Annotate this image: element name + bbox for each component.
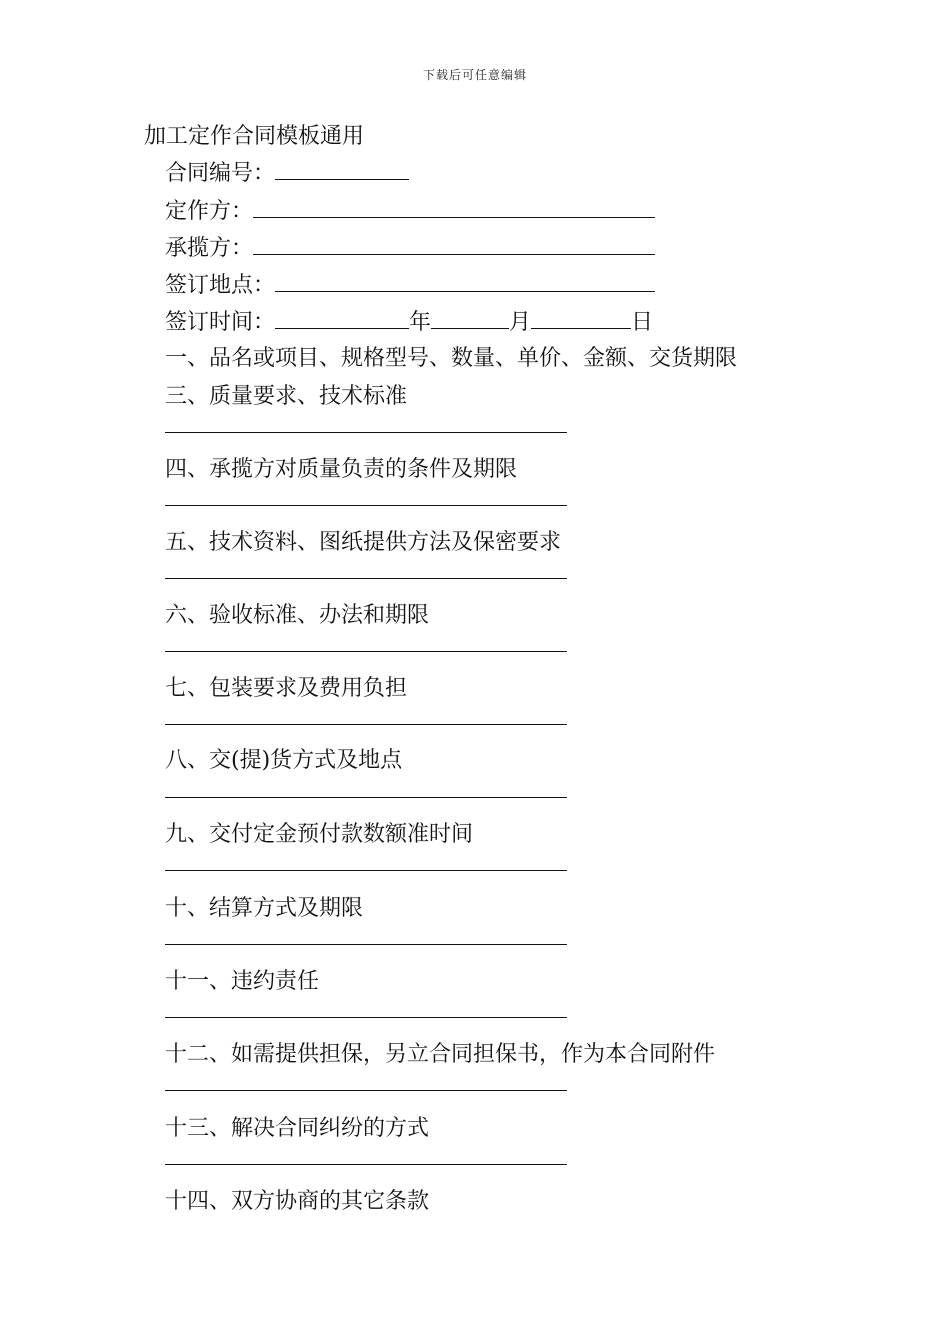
signing-place-blank[interactable] (275, 269, 655, 292)
section-heading: 四、承揽方对质量负责的条件及期限 (165, 457, 518, 482)
answer-line (165, 1164, 567, 1165)
answer-line (165, 578, 567, 579)
section-heading: 八、交(提)货方式及地点 (165, 748, 403, 773)
answer-line (165, 944, 567, 945)
answer-line (165, 797, 567, 798)
day-blank[interactable] (531, 306, 631, 329)
orderer-row (165, 195, 655, 227)
section-heading: 六、验收标准、办法和期限 (165, 603, 430, 628)
section-heading: 一、品名或项目、规格型号、数量、单价、金额、交货期限 (165, 346, 738, 371)
section-heading: 十四、双方协商的其它条款 (165, 1189, 430, 1214)
section-heading: 十三、解决合同纠纷的方式 (165, 1116, 430, 1141)
section-heading: 七、包装要求及费用负担 (165, 676, 408, 701)
page-header-note: 下载后可任意编辑 (422, 68, 527, 82)
section-heading: 十、结算方式及期限 (165, 896, 364, 921)
section-heading: 十二、如需提供担保，另立合同担保书，作为本合同附件 (165, 1042, 716, 1067)
answer-line (165, 1090, 567, 1091)
contract-number-blank[interactable] (275, 157, 409, 180)
signing-place-label: 签订地点： (165, 273, 276, 298)
signing-time-label: 签订时间： (165, 310, 276, 335)
answer-line (165, 505, 567, 506)
year-blank[interactable] (275, 306, 409, 329)
answer-line (165, 1017, 567, 1018)
section-heading: 十一、违约责任 (165, 969, 320, 994)
answer-line (165, 870, 567, 871)
section-heading: 三、质量要求、技术标准 (165, 384, 408, 409)
signing-place-row (165, 269, 655, 301)
month-blank[interactable] (431, 306, 509, 329)
contractor-row (165, 232, 655, 264)
year-label: 年 (409, 310, 432, 335)
month-label: 月 (509, 310, 532, 335)
answer-line (165, 651, 567, 652)
section-heading: 五、技术资料、图纸提供方法及保密要求 (165, 530, 562, 555)
orderer-label: 定作方： (165, 199, 254, 224)
document-title: 加工定作合同模板通用 (144, 124, 365, 149)
contractor-label: 承揽方： (165, 236, 254, 261)
day-label: 日 (631, 310, 654, 335)
section-heading: 九、交付定金预付款数额准时间 (165, 822, 474, 847)
contract-number-label: 合同编号： (165, 161, 276, 186)
answer-line (165, 432, 567, 433)
answer-line (165, 724, 567, 725)
orderer-blank[interactable] (253, 195, 655, 218)
signing-time-row (165, 306, 653, 338)
contractor-blank[interactable] (253, 232, 655, 255)
contract-number-row (165, 157, 409, 189)
